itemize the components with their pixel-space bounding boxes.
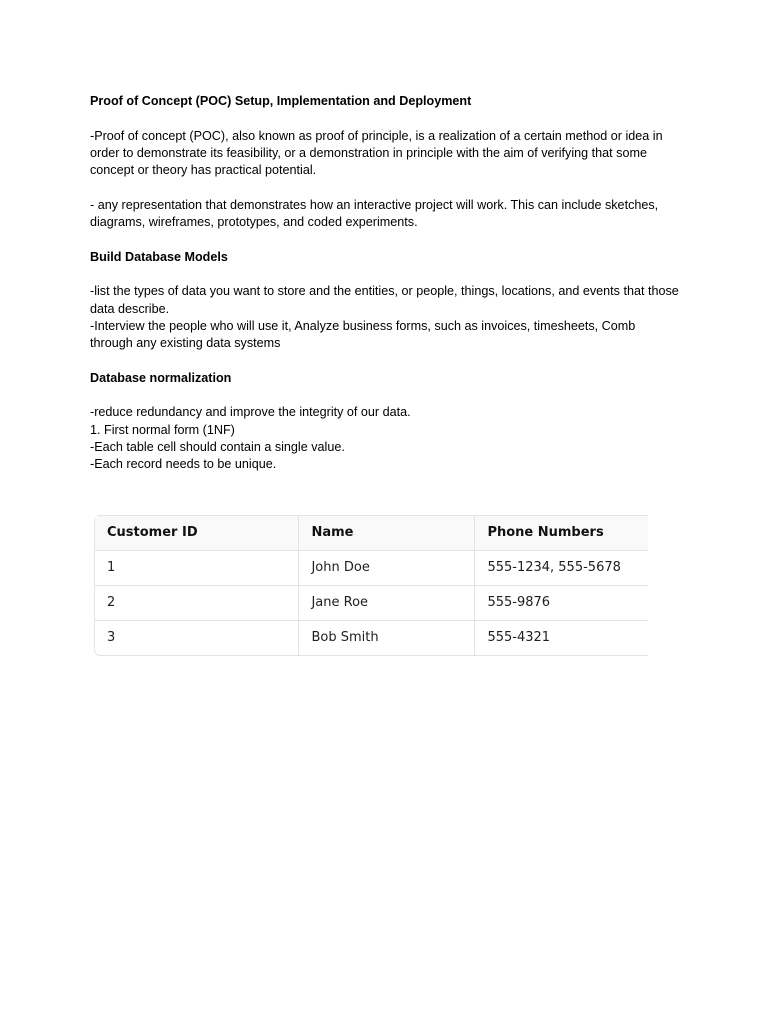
cell-name: Jane Roe xyxy=(299,586,475,621)
normalization-line-1: -reduce redundancy and improve the integrity of our data. xyxy=(90,405,411,420)
cell-customer-id: 3 xyxy=(95,621,299,655)
section-heading-normalization: Database normalization xyxy=(90,370,232,385)
table-row xyxy=(95,551,648,586)
spacer xyxy=(90,179,680,196)
models-line-1: -list the types of data you want to store and the entities, or people, things, locations, and events that those data describe. xyxy=(90,284,679,316)
spacer xyxy=(90,266,680,283)
cell-name: John Doe xyxy=(299,551,475,586)
document-title: Proof of Concept (POC) Setup, Implementation and Deployment xyxy=(90,94,472,108)
spacer xyxy=(90,352,680,369)
normalization-line-4: -Each record needs to be unique. xyxy=(90,457,277,472)
normalization-line-3: -Each table cell should contain a single value. xyxy=(90,439,345,454)
cell-customer-id: 2 xyxy=(95,586,299,621)
spacer xyxy=(90,231,680,248)
cell-customer-id: 1 xyxy=(95,551,299,586)
intro-paragraph-1: -Proof of concept (POC), also known as proof of principle, is a realization of a certain method or idea in order to demonstrate its feasibility, or a demonstration in principle with the aim of verifying that some concept or theory has practical potential. xyxy=(90,128,663,178)
models-line-2: -Interview the people who will use it, Analyze business forms, such as invoices, timesheets, Comb through any existing data systems xyxy=(90,318,636,351)
customer-table xyxy=(94,515,648,656)
section-heading-models: Build Database Models xyxy=(90,249,228,264)
table-row xyxy=(95,621,648,655)
normalization-line-2: 1. First normal form (1NF) xyxy=(90,422,235,437)
intro-paragraph-2: - any representation that demonstrates how an interactive project will work. This can include sketches, diagrams, wireframes, prototypes, and coded experiments. xyxy=(90,197,659,230)
cell-phone-numbers: 555-9876 xyxy=(475,586,648,621)
document-body xyxy=(90,93,680,474)
cell-phone-numbers: 555-1234, 555-5678 xyxy=(475,551,648,586)
cell-name: Bob Smith xyxy=(299,621,475,655)
table-row xyxy=(95,586,648,621)
spacer xyxy=(90,387,680,404)
spacer xyxy=(90,110,680,127)
table-header-row xyxy=(95,516,648,551)
header-phone-numbers: Phone Numbers xyxy=(475,516,648,551)
customer-table-image xyxy=(94,515,648,657)
cell-phone-numbers: 555-4321 xyxy=(487,630,551,646)
header-customer-id: Customer ID xyxy=(95,516,299,551)
header-name: Name xyxy=(299,516,475,551)
